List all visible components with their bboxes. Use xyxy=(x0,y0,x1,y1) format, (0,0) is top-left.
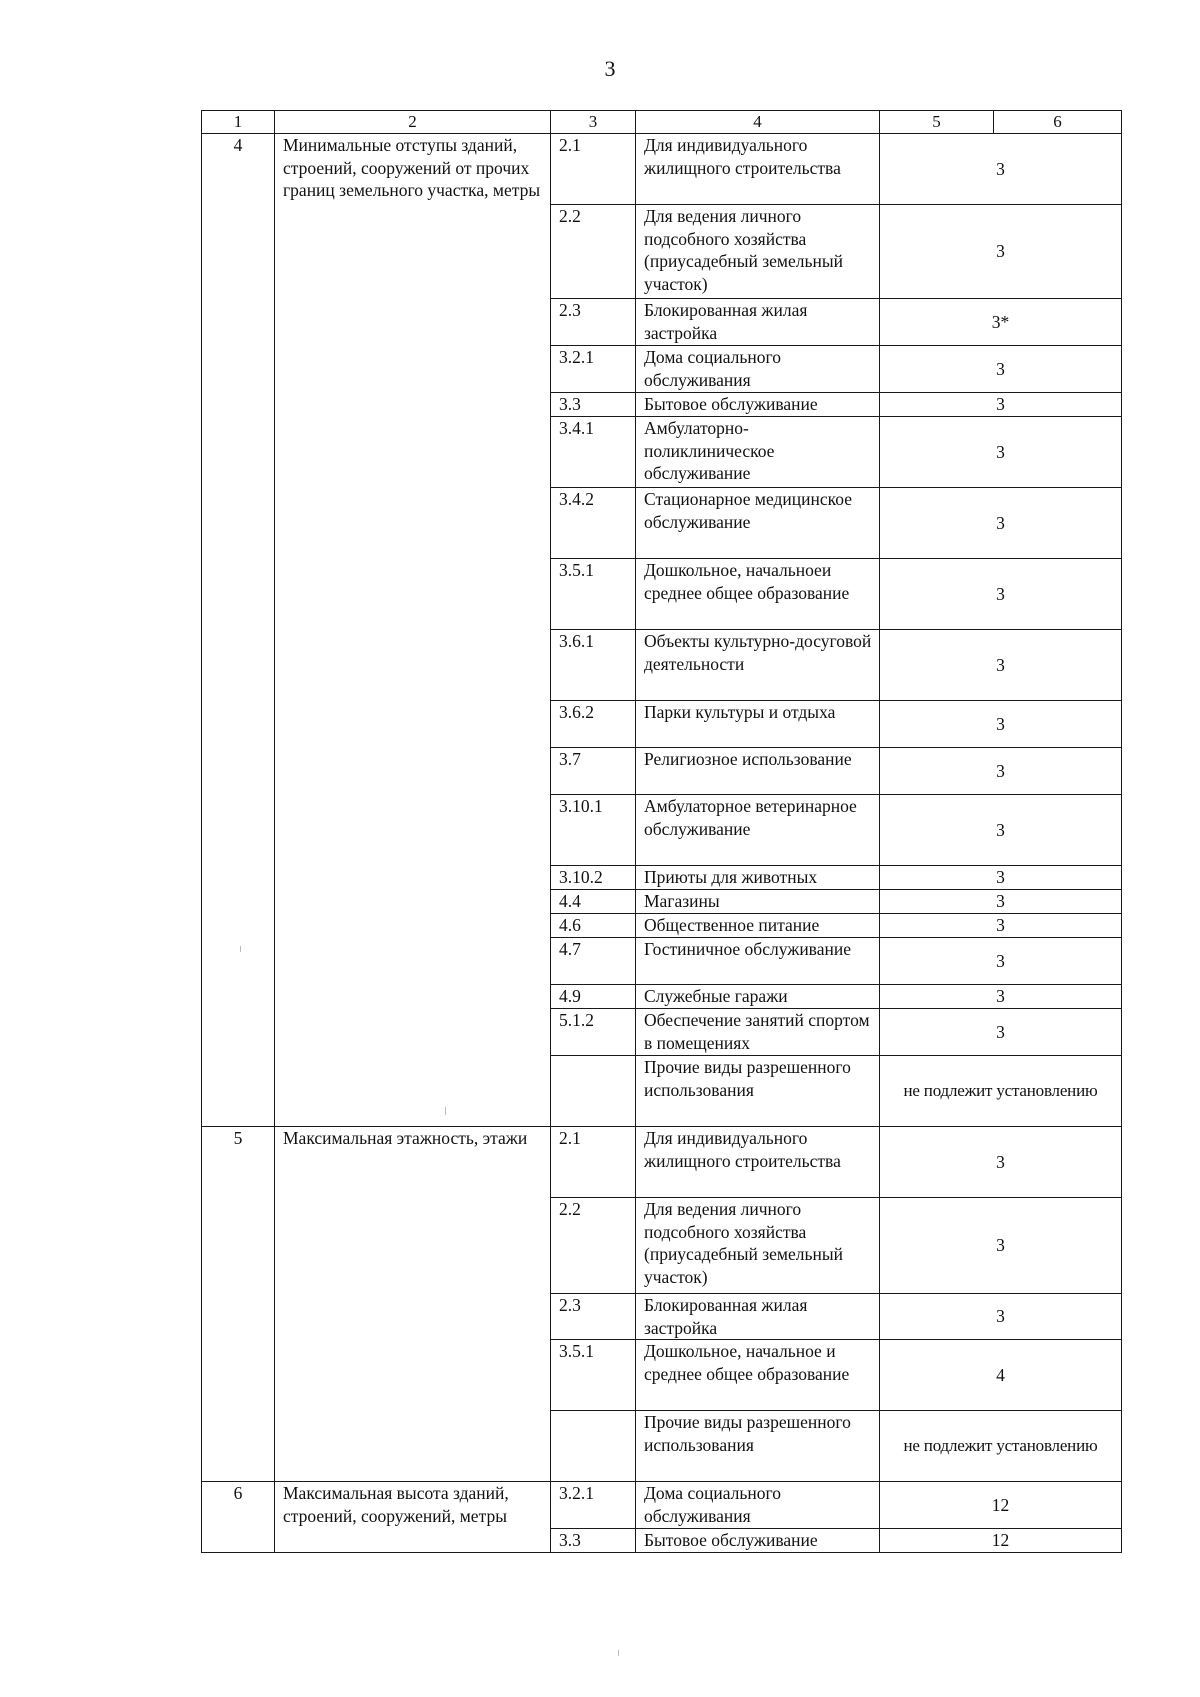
table-row xyxy=(202,1127,1122,1198)
use-name: Объекты культурно-досуговой деятельности xyxy=(636,630,880,701)
use-code: 4.4 xyxy=(551,890,636,914)
column-header: 3 xyxy=(551,111,636,134)
use-name: Гостиничное обслуживание xyxy=(636,938,880,985)
use-name: Блокированная жилая застройка xyxy=(636,299,880,346)
parameter-value: 3 xyxy=(880,701,1122,748)
parameter-value: 12 xyxy=(880,1529,1122,1553)
use-code: 3.2.1 xyxy=(551,346,636,393)
use-code: 3.5.1 xyxy=(551,559,636,630)
parameter-value: 3 xyxy=(880,938,1122,985)
use-code: 3.4.2 xyxy=(551,488,636,559)
parameter-value: 3 xyxy=(880,866,1122,890)
use-code: 3.10.2 xyxy=(551,866,636,890)
use-code xyxy=(551,1056,636,1127)
parameter-name: Минимальные отступы зданий, строений, сооружений от прочих границ земельного участка, метры xyxy=(275,134,551,1127)
use-name: Дома социального обслуживания xyxy=(636,1482,880,1529)
use-name: Стационарное медицинское обслуживание xyxy=(636,488,880,559)
use-name: Приюты для животных xyxy=(636,866,880,890)
use-name: Прочие виды разрешенного использования xyxy=(636,1056,880,1127)
parameter-value: 12 xyxy=(880,1482,1122,1529)
parameter-value: 3 xyxy=(880,890,1122,914)
parameter-name: Максимальная высота зданий, строений, сооружений, метры xyxy=(275,1482,551,1553)
column-header: 2 xyxy=(275,111,551,134)
parameter-number: 4 xyxy=(202,134,275,1127)
column-header-row xyxy=(202,111,1122,134)
parameter-value: 3 xyxy=(880,134,1122,205)
parameter-value: 3 xyxy=(880,985,1122,1009)
use-name: Бытовое обслуживание xyxy=(636,1529,880,1553)
use-code: 2.1 xyxy=(551,134,636,205)
use-code: 3.7 xyxy=(551,748,636,795)
parameter-number: 5 xyxy=(202,1127,275,1482)
parameter-value: 3 xyxy=(880,1127,1122,1198)
use-name: Прочие виды разрешенного использования xyxy=(636,1411,880,1482)
parameter-value: 3 xyxy=(880,795,1122,866)
parameter-value: не подлежит установлению xyxy=(880,1056,1122,1127)
parameter-value: 3 xyxy=(880,488,1122,559)
column-header: 4 xyxy=(636,111,880,134)
parameters-table xyxy=(201,110,1122,1553)
parameter-value: 3 xyxy=(880,1198,1122,1294)
use-code: 4.6 xyxy=(551,914,636,938)
use-code: 3.10.1 xyxy=(551,795,636,866)
parameter-value: 3 xyxy=(880,914,1122,938)
parameter-value: 3 xyxy=(880,748,1122,795)
use-code: 3.4.1 xyxy=(551,417,636,488)
use-name: Дошкольное, начальное и среднее общее образование xyxy=(636,1340,880,1411)
use-code: 2.3 xyxy=(551,299,636,346)
parameter-value: не подлежит установлению xyxy=(880,1411,1122,1482)
table-row xyxy=(202,1482,1122,1529)
table-row xyxy=(202,134,1122,205)
use-name: Дошкольное, начальноеи среднее общее образование xyxy=(636,559,880,630)
use-name: Амбулаторное ветеринарное обслуживание xyxy=(636,795,880,866)
use-code: 3.3 xyxy=(551,393,636,417)
use-name: Бытовое обслуживание xyxy=(636,393,880,417)
use-name: Магазины xyxy=(636,890,880,914)
parameter-value: 3 xyxy=(880,559,1122,630)
use-code: 3.6.1 xyxy=(551,630,636,701)
use-code: 2.3 xyxy=(551,1294,636,1340)
use-name: Дома социального обслуживания xyxy=(636,346,880,393)
use-name: Религиозное использование xyxy=(636,748,880,795)
use-code: 2.2 xyxy=(551,1198,636,1294)
use-name: Для индивидуального жилищного строительства xyxy=(636,134,880,205)
use-code: 3.2.1 xyxy=(551,1482,636,1529)
use-name: Для ведения личного подсобного хозяйства (приусадебный земельный участок) xyxy=(636,1198,880,1294)
use-name: Обеспечение занятий спортом в помещениях xyxy=(636,1009,880,1056)
use-name: Для индивидуального жилищного строительства xyxy=(636,1127,880,1198)
parameter-value: 3 xyxy=(880,630,1122,701)
use-code: 3.6.2 xyxy=(551,701,636,748)
use-name: Для ведения личного подсобного хозяйства (приусадебный земельный участок) xyxy=(636,205,880,299)
parameter-value: 3* xyxy=(880,299,1122,346)
use-name: Блокированная жилая застройка xyxy=(636,1294,880,1340)
page-number: 3 xyxy=(604,56,616,81)
parameter-value: 3 xyxy=(880,346,1122,393)
scan-speck xyxy=(445,1107,446,1115)
use-code: 3.3 xyxy=(551,1529,636,1553)
column-header: 6 xyxy=(994,111,1122,134)
parameter-value: 4 xyxy=(880,1340,1122,1411)
use-name: Служебные гаражи xyxy=(636,985,880,1009)
use-name: Общественное питание xyxy=(636,914,880,938)
column-header: 1 xyxy=(202,111,275,134)
use-code: 2.2 xyxy=(551,205,636,299)
use-code xyxy=(551,1411,636,1482)
use-code: 3.5.1 xyxy=(551,1340,636,1411)
parameter-value: 3 xyxy=(880,205,1122,299)
parameter-value: 3 xyxy=(880,393,1122,417)
use-name: Амбулаторно-поликлиническое обслуживание xyxy=(636,417,880,488)
use-code: 4.9 xyxy=(551,985,636,1009)
use-code: 2.1 xyxy=(551,1127,636,1198)
parameter-value: 3 xyxy=(880,1294,1122,1340)
scan-speck xyxy=(240,946,241,952)
scan-speck xyxy=(618,1650,619,1656)
parameter-number: 6 xyxy=(202,1482,275,1553)
parameter-value: 3 xyxy=(880,1009,1122,1056)
table-body xyxy=(202,111,1122,1553)
column-header: 5 xyxy=(880,111,994,134)
use-code: 5.1.2 xyxy=(551,1009,636,1056)
use-name: Парки культуры и отдыха xyxy=(636,701,880,748)
use-code: 4.7 xyxy=(551,938,636,985)
parameter-value: 3 xyxy=(880,417,1122,488)
parameter-name: Максимальная этажность, этажи xyxy=(275,1127,551,1482)
